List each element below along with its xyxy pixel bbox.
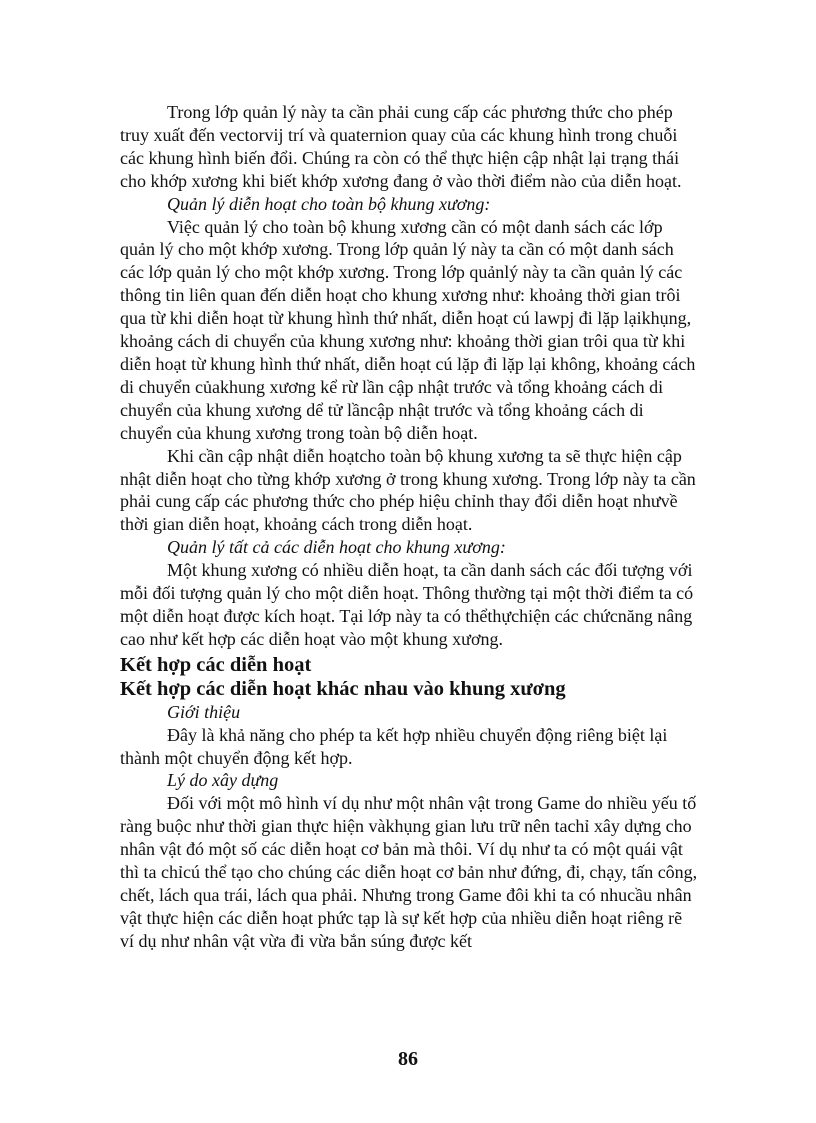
paragraph-animation-list: Một khung xương có nhiều diễn hoạt, ta cần danh sách các đối tượng với mỗi đối tượng quản lý cho một diễn hoạt. Thông thường tại một thời điểm ta có một diễn hoạt được kích hoạt. Tại lớp này ta có thểthựchiện các chứcnăng nâng cao như kết hợp các diễn hoạt vào một khung xương. <box>120 560 694 649</box>
page-number: 86 <box>398 1048 418 1070</box>
subheading-all-animations: Quản lý tất cả các diễn hoạt cho khung xương: <box>167 537 506 558</box>
paragraph-joint-manager: Trong lớp quản lý này ta cần phải cung cấp các phương thức cho phép truy xuất đến vectorvij trí và quaternion quay của các khung hình trong chuỗi các khung hình biến đổi. Chúng ra còn có thể thực hiện cập nhật lại trạng thái cho khớp xương khi biết khớp xương đang ở vào thời điểm nào của diễn hoạt. <box>120 102 682 191</box>
paragraph-update-animation: Khi cần cập nhật diễn hoạtcho toàn bộ khung xương ta sẽ thực hiện cập nhật diễn hoạt cho từng khớp xương ở trong khung xương. Trong lớp này ta cần phải cung cấp các phương thức cho phép hiệu chỉnh thay đổi diễn hoạt nhưvề thời gian diễn hoạt, khoảng cách trong diễn hoạt. <box>120 445 696 535</box>
subheading-reason: Lý do xây dựng <box>167 770 279 791</box>
subheading-skeleton-animation: Quản lý diễn hoạt cho toàn bộ khung xương: <box>167 193 491 214</box>
paragraph-introduction: Đây là khả năng cho phép ta kết hợp nhiều chuyển động riêng biệt lại thành một chuyển động kết hợp. <box>120 724 668 768</box>
paragraph-skeleton-manager: Việc quản lý cho toàn bộ khung xương cần có một danh sách các lớp quản lý cho một khớp xương. Trong lớp quản lý này ta cần có một danh sách các lớp quản lý cho một khớp xương. Trong lớp quảnlý này ta cần quản lý các thông tin liên quan đến diễn hoạt cho khung xương như: khoảng thời gian trôi qua từ khi diễn hoạt từ khung hình thứ nhất, diễn hoạt cú lawpj đi lặp lạikhụng, khoảng cách di chuyển của khung xương như: khoảng thời gian trôi qua từ khi diễn hoạt từ khung hình thứ nhất, diễn hoạt cú lặp đi lặp lại không, khoảng cách di chuyển củakhung xương kể rừ lần cập nhật trước và tổng khoảng cách di chuyển của khung xương dể tử lầncập nhật trước và tổng khoảng cách di chuyển của khung xương trong toàn bộ diễn hoạt. <box>120 216 696 443</box>
section-heading: Kết hợp các diễn hoạt <box>120 653 312 676</box>
subheading-introduction: Giới thiệu <box>167 701 241 722</box>
page-body <box>120 101 700 953</box>
paragraph-reason: Đối với một mô hình ví dụ như một nhân vật trong Game do nhiều yếu tố ràng buộc như thời gian thực hiện vàkhụng gian lưu trữ nên tachỉ xây dựng cho nhân vật đó một số các diễn hoạt cơ bản mà thôi. Ví dụ như ta có một quái vật thì ta chỉcú thể tạo cho chúng các diễn hoạt cơ bản như đứng, đi, chạy, tấn công, chết, lách qua trái, lách qua phải. Nhưng trong Game đôi khi ta có nhucầu nhân vật thực hiện các diễn hoạt phức tạp là sự kết hợp của nhiều diễn hoạt riêng rẽ ví dụ như nhân vật vừa đi vừa bắn súng được kết <box>120 793 698 951</box>
subsection-heading: Kết hợp các diễn hoạt khác nhau vào khung xương <box>120 677 566 700</box>
